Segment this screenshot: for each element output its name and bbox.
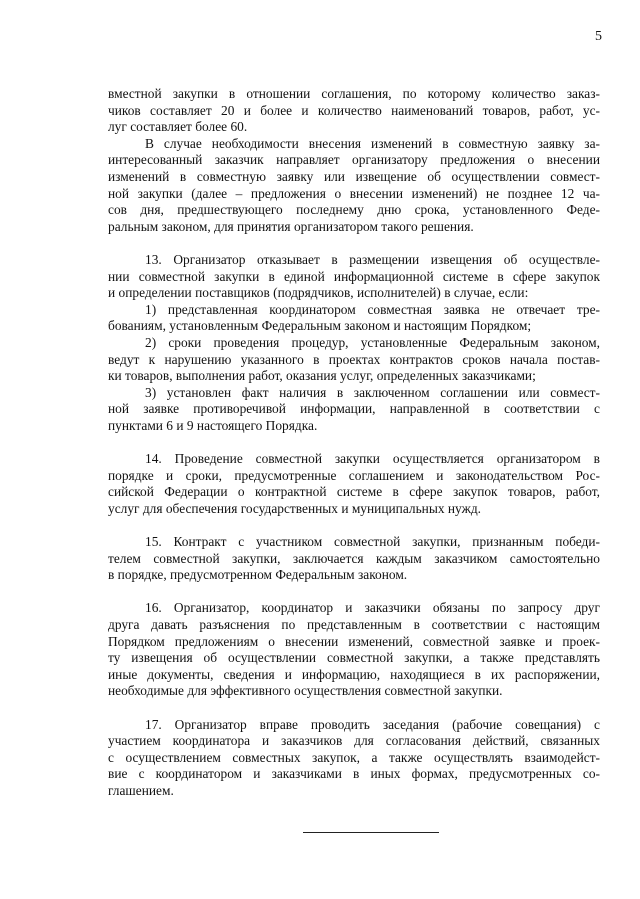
text-line: 3) установлен факт наличия в заключенном соглашении или совмест-	[145, 384, 600, 400]
paragraph-13	[108, 252, 600, 302]
paragraph-gap	[108, 235, 600, 252]
text-line: пунктами 6 и 9 настоящего Порядка.	[108, 417, 318, 433]
text-line: вместной закупки в отношении соглашения, по которому количество заказ-	[108, 86, 600, 101]
text-line: в порядке, предусмотренном Федеральным законом.	[108, 567, 408, 583]
text-line: сов дня, предшествующего последнему дню срока, установленного Феде-	[108, 202, 600, 218]
paragraph-13-item-3	[108, 385, 600, 435]
text-line: вие с координатором и заказчиками в иных формах, предусмотренных со-	[108, 766, 600, 782]
text-line: ной закупки (далее – предложения о внесении изменений) не позднее 12 ча-	[108, 185, 600, 201]
text-line: ведут к нарушению указанного в проектах контрактов сроков начала постав-	[108, 351, 600, 367]
paragraph-continuation	[108, 86, 600, 136]
text-line: Порядком предложениям о внесении изменений, совместной заявке и проек-	[108, 633, 600, 649]
text-line: необходимые для эффективного осуществления совместной закупки.	[108, 683, 503, 699]
text-line: друга давать разъяснения по представленным в соответствии с настоящим	[108, 617, 600, 632]
text-line: 16. Организатор, координатор и заказчики обязаны по запросу друг	[145, 600, 600, 616]
text-line: с осуществлением совместных закупок, а также осуществлять взаимодейст-	[108, 749, 600, 765]
text-line: 2) сроки проведения процедур, установленные Федеральным законом,	[145, 334, 600, 350]
text-line: ной заявке противоречивой информации, направленной в соответствии с	[108, 401, 600, 417]
text-line: глашением.	[108, 782, 174, 798]
text-line: участием координатора и заказчиков для согласования действий, связанных	[108, 733, 600, 749]
text-line: телем совместной закупки, заключается каждым заказчиком самостоятельно	[108, 550, 600, 566]
end-rule	[303, 832, 439, 833]
text-line: и определении поставщиков (подрядчиков, исполнителей) в случае, если:	[108, 285, 529, 301]
paragraph-13-item-1	[108, 302, 600, 335]
text-line: изменений в совместную заявку или извещение об осуществлении совмест-	[108, 168, 600, 184]
page-number: 5	[595, 29, 602, 44]
document-body	[108, 86, 600, 800]
text-line: луг составляет более 60.	[108, 119, 248, 135]
text-line: услуг для обеспечения государственных и муниципальных нужд.	[108, 500, 481, 516]
text-line: 13. Организатор отказывает в размещении извещения об осуществле-	[145, 251, 600, 267]
paragraph-13-item-2	[108, 335, 600, 385]
text-line: 1) представленная координатором совместная заявка не отвечает тре-	[145, 301, 600, 317]
text-line: сийской Федерации о контрактной системе в сфере закупок товаров, работ,	[108, 484, 600, 500]
text-line: В случае необходимости внесения изменений в совместную заявку за-	[145, 135, 600, 151]
text-line: иные документы, сведения и информацию, находящиеся в их распоряжении,	[108, 666, 600, 682]
text-line: 17. Организатор вправе проводить заседания (рабочие совещания) с	[145, 716, 600, 732]
paragraph-gap	[108, 434, 600, 451]
text-line: нии совместной закупки в единой информационной системе в сфере закупок	[108, 268, 600, 284]
paragraph-amendments	[108, 136, 600, 236]
text-line: 14. Проведение совместной закупки осуществляется организатором в	[145, 451, 600, 467]
paragraph-gap	[108, 584, 600, 601]
paragraph-14	[108, 451, 600, 517]
paragraph-gap	[108, 700, 600, 717]
text-line: ральным законом, для принятия организатором такого решения.	[108, 218, 474, 234]
text-line: интересованный заказчик направляет организатору предложения о внесении	[108, 152, 600, 168]
text-line: чиков составляет 20 и более и количество наименований товаров, работ, ус-	[108, 102, 600, 118]
text-line: порядке и сроки, предусмотренные соглашением и законодательством Рос-	[108, 467, 600, 483]
paragraph-17	[108, 717, 600, 800]
paragraph-15	[108, 534, 600, 584]
text-line: ки товаров, выполнения работ, оказания услуг, определенных заказчиками;	[108, 368, 536, 384]
paragraph-16	[108, 600, 600, 700]
text-line: ту извещения об осуществлении совместной закупки, а также представлять	[108, 650, 600, 666]
text-line: 15. Контракт с участником совместной закупки, признанным победи-	[145, 534, 600, 550]
paragraph-gap	[108, 517, 600, 534]
text-line: бованиям, установленным Федеральным законом и настоящим Порядком;	[108, 318, 532, 334]
